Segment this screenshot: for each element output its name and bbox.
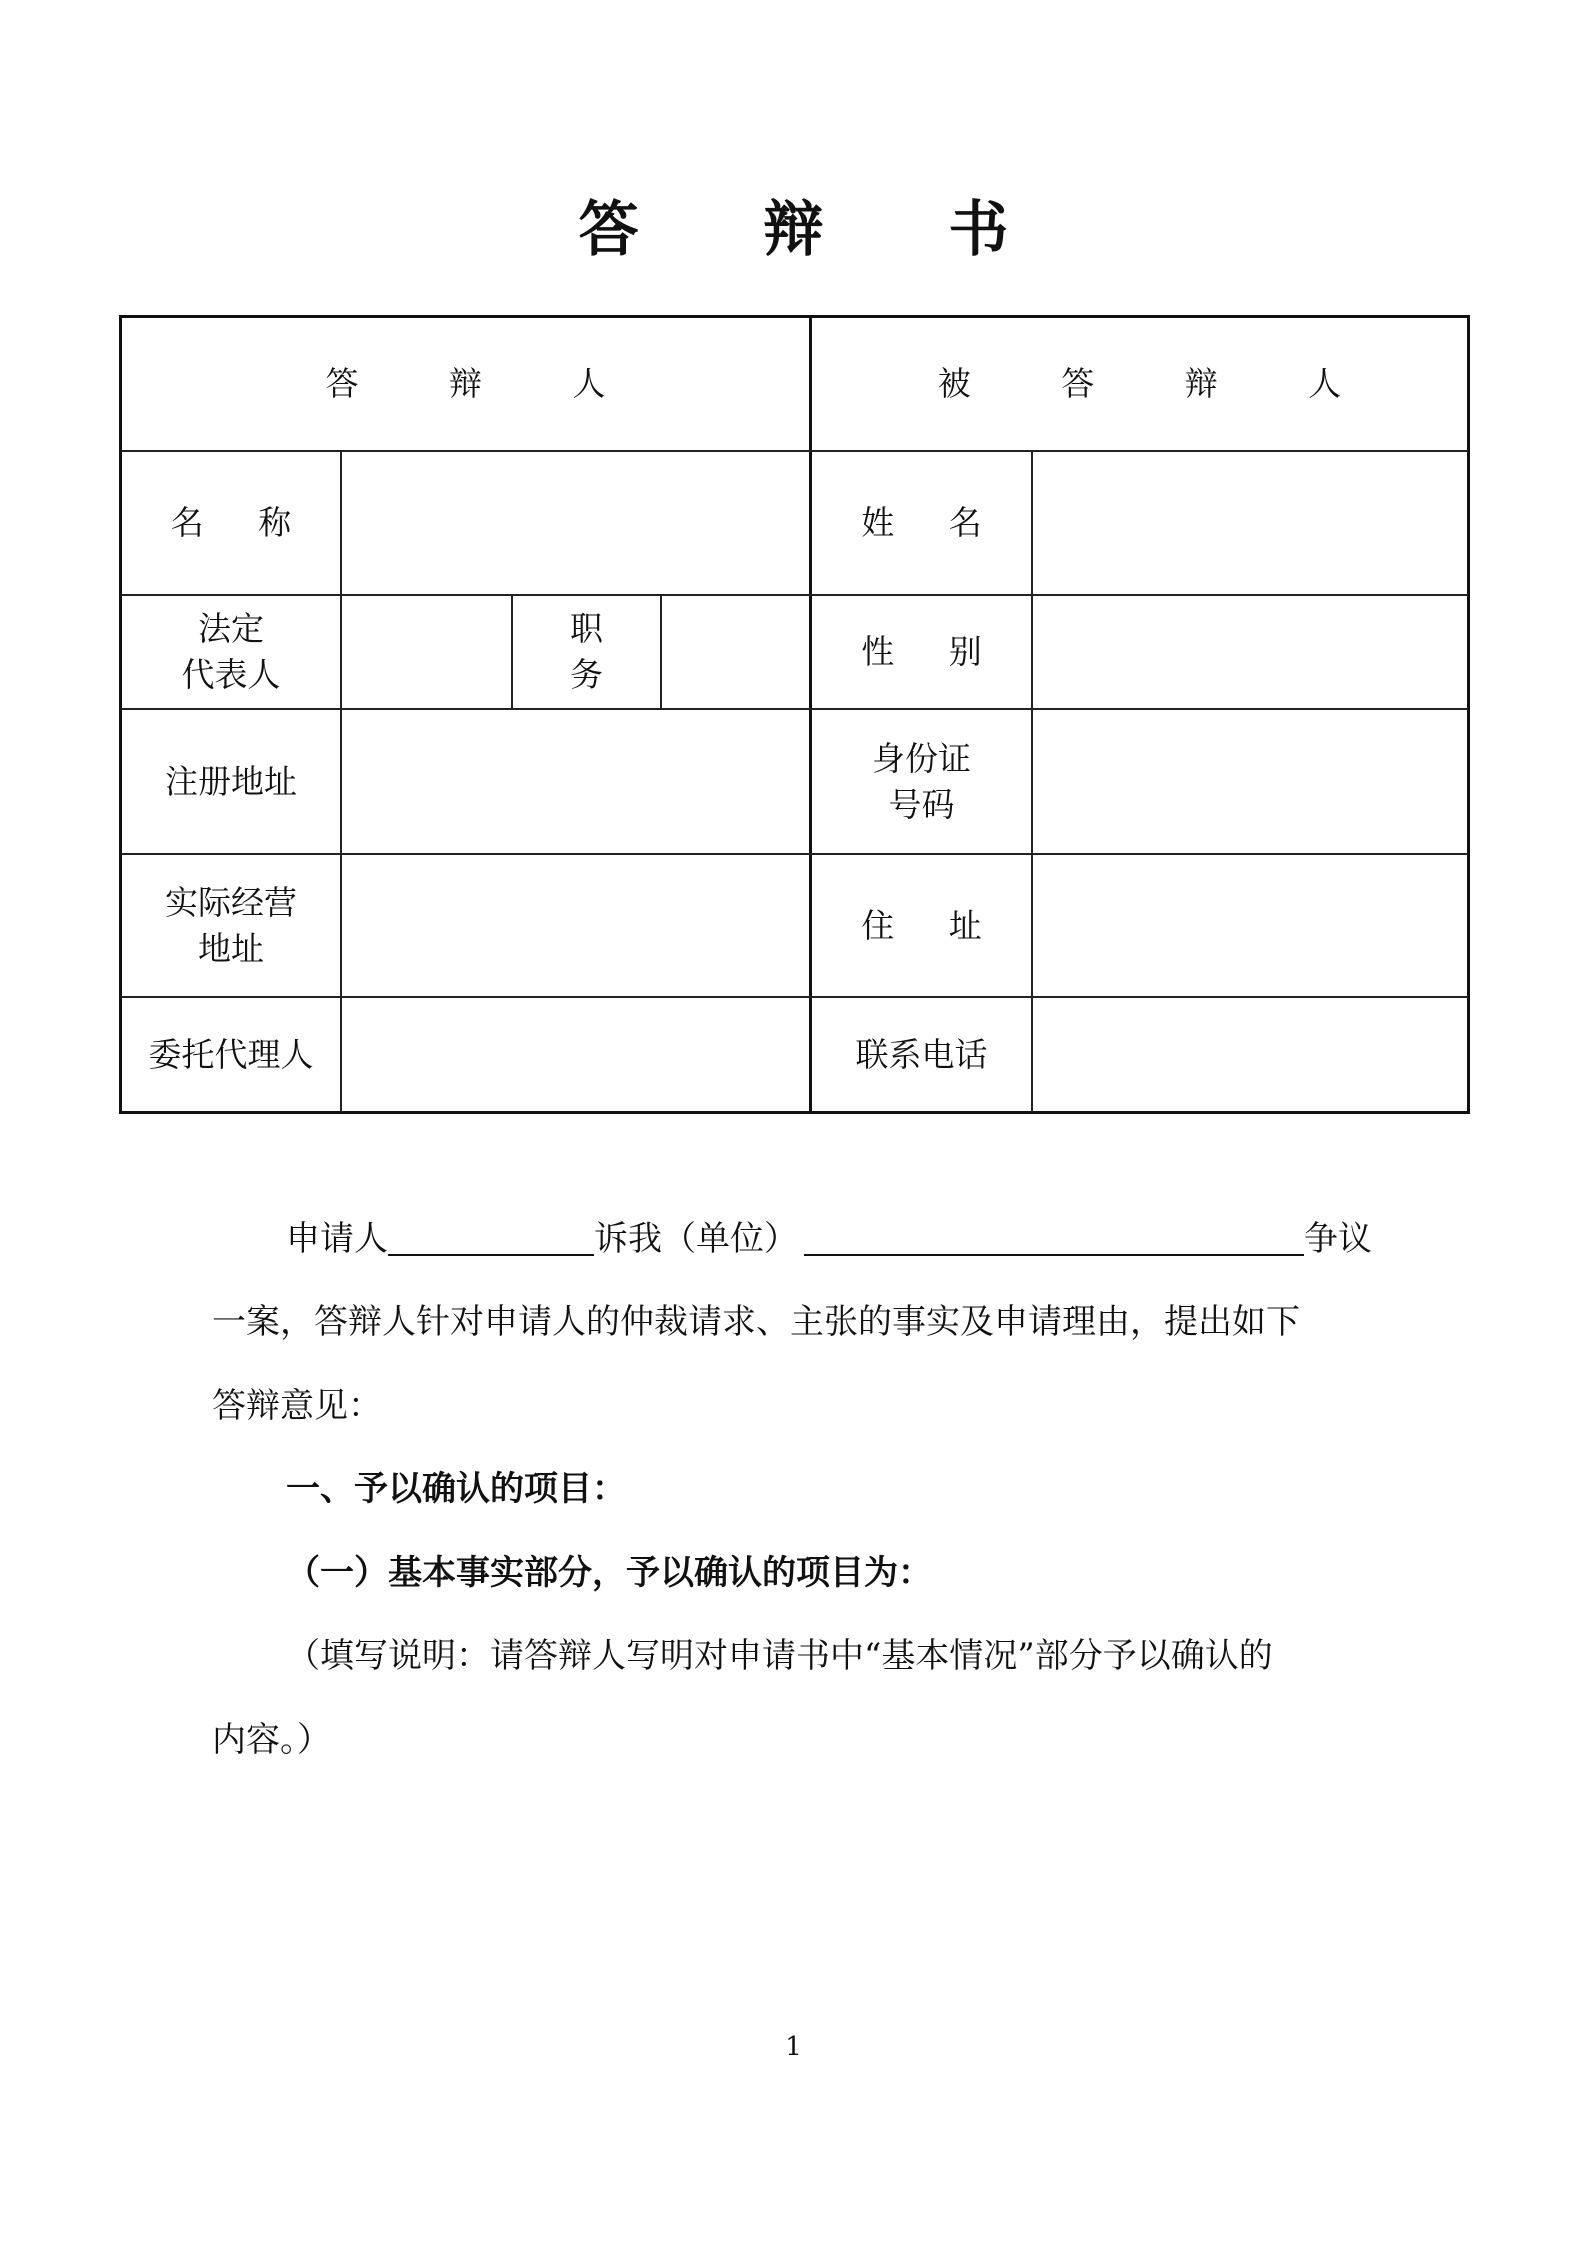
section-confirmed-items: 一、予以确认的项目： <box>286 1469 626 1509</box>
document-title: 答 辩 书 <box>578 195 1061 265</box>
position-field[interactable] <box>662 596 809 708</box>
gender-label: 性 别 <box>861 632 1004 671</box>
person-name-field[interactable] <box>1033 452 1467 594</box>
subsection-basic-facts: （一）基本事实部分，予以确认的项目为： <box>286 1553 932 1593</box>
phone-field[interactable] <box>1033 998 1467 1112</box>
legal-rep-label: 法定 代表人 <box>181 609 281 694</box>
fill-instruction-line-1: （填写说明：请答辩人写明对申请书中“基本情况”部分予以确认的 <box>286 1636 1273 1676</box>
intro-line-3: 答辩意见： <box>212 1386 382 1426</box>
business-address-field[interactable] <box>342 855 809 996</box>
name-field[interactable] <box>342 452 809 594</box>
intro-line-1 <box>212 1219 1380 1259</box>
residence-label: 住 址 <box>861 905 1004 945</box>
legal-rep-field[interactable] <box>342 596 511 708</box>
dispute-text: 争议 <box>1304 1219 1372 1259</box>
applicant-blank[interactable] <box>388 1220 594 1256</box>
dispute-blank[interactable] <box>804 1220 1304 1256</box>
counterparty-header: 被 答 辩 人 <box>937 364 1382 403</box>
applicant-text: 申请人 <box>286 1219 388 1259</box>
registered-address-field[interactable] <box>342 710 809 853</box>
business-address-label: 实际经营 地址 <box>165 882 297 968</box>
intro-line-2: 一案，答辩人针对申请人的仲裁请求、主张的事实及申请理由，提出如下 <box>212 1302 1300 1342</box>
name-label: 名 称 <box>170 503 314 542</box>
position-label: 职 务 <box>570 609 625 694</box>
agent-label: 委托代理人 <box>148 1035 314 1074</box>
respondent-header: 答 辩 人 <box>325 364 646 403</box>
phone-label: 联系电话 <box>855 1035 988 1074</box>
registered-address-label: 注册地址 <box>165 761 297 801</box>
person-name-label: 姓 名 <box>861 503 1004 542</box>
sues-text: 诉我（单位） <box>594 1219 798 1259</box>
id-number-label: 身份证 号码 <box>872 738 971 824</box>
page-number: 1 <box>785 2032 802 2062</box>
agent-field[interactable] <box>342 998 809 1112</box>
gender-field[interactable] <box>1033 596 1467 708</box>
id-number-field[interactable] <box>1033 710 1467 853</box>
fill-instruction-line-2: 内容。） <box>212 1720 331 1760</box>
residence-field[interactable] <box>1033 855 1467 996</box>
